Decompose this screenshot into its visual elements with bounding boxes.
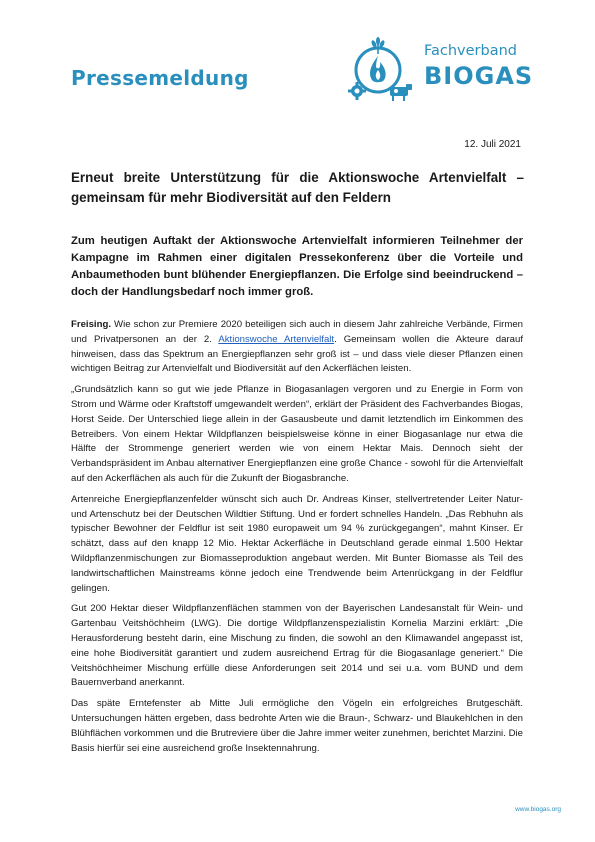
aktionswoche-link[interactable]: Aktionswoche Artenvielfalt [218, 333, 335, 345]
fachverband-biogas-logo [340, 34, 534, 110]
article-body [71, 318, 523, 762]
dateline-place: Freising. [71, 319, 111, 330]
footer-website-url[interactable]: www.biogas.org [515, 806, 561, 813]
body-paragraph: Artenreiche Energiepflanzenfelder wünscht sich auch Dr. Andreas Kinser, stellvertretender Leiter Natur- und Artenschutz bei der Deutschen Wildtier Stiftung. Und er fordert schnelles Handeln. „Das Rebhuhn als typischer Bewohner der Feldflur ist seit 1980 europaweit um 94 % zurückgegangen“, mahnt Kinser. Er schätzt, dass auf den knapp 12 Mio. Hektar Ackerfläche in Deutschland gerade einmal 1.500 Hektar Wildpflanzenmischungen zur Biomasseproduktion angebaut werden. Mit Bunter Biomasse als Teil des landwirtschaftlichen Mainstreams könne jedoch eine Trendwende beim Artenrückgang in der Feldflur gelingen. [71, 493, 523, 594]
release-date: 12. Juli 2021 [464, 139, 521, 150]
logo-text-biogas: BIOGAS [424, 62, 534, 90]
body-paragraph [71, 318, 523, 377]
lead-paragraph: Zum heutigen Auftakt der Aktionswoche Artenvielfalt informieren Teilnehmer der Kampagne im Rahmen einer digitalen Pressekonferenz über die Vorteile und Anbaumethoden bunt blühender Energiepflanzen. Die Erfolge sind beeindruckend – doch der Handlungsbedarf noch immer groß. [71, 235, 523, 298]
logo-text-fachverband: Fachverband [424, 43, 518, 59]
paragraph-text: . Gemeinsam wollen die Akteure darauf hinweisen, dass das Spektrum an Energiepflanzen sehr groß ist – und dass viele dieser Pflanzen einen wichtigen Beitrag zur Artenvielfalt und Biodiversität auf den Ackerflächen leisten. [71, 333, 524, 375]
press-release-title: Erneut breite Unterstützung für die Aktionswoche Artenvielfalt – gemeinsam für mehr Biodiversität auf den Feldern [71, 170, 524, 205]
body-paragraph: Gut 200 Hektar dieser Wildpflanzenflächen stammen von der Bayerischen Landesanstalt für Wein- und Gartenbau Veitshöchheim (LWG). Die dortige Wildpflanzenspezialistin Kornelia Marzini erklärt: „Die Herausforderung besteht darin, eine Mischung zu finden, die sowohl an den Klimawandel angepasst ist, eine hohe Biodiversität garantiert und zudem ausreichend Ertrag für die Biogasanlage generiert.“ Die Veitshöchheimer Mischung erfülle diese Anforderungen seit 2014 und sei u.a. vom BUND und dem Bauernverband anerkannt. [71, 603, 523, 689]
body-paragraph: Das späte Erntefenster ab Mitte Juli ermögliche den Vögeln ein erfolgreiches Brutgeschäft. Untersuchungen hätten ergeben, dass bedrohte Arten wie die Braun-, Schwarz- und Blaukehlchen in den Blühflächen vorkommen und die Brutreviere über die Jahre immer weiter zunehmen, berichtet Marzini. Die Basis hierfür sei eine ausreichend große Insektennahrung. [71, 698, 523, 754]
press-release-heading: Pressemeldung [71, 66, 249, 90]
biogas-emblem-icon [340, 34, 420, 110]
paragraph-text: Wie schon zur Premiere 2020 beteiligen sich auch in diesem Jahr zahlreiche Verbände, Firmen und Privatpersonen an der 2. [71, 319, 523, 345]
body-paragraph: „Grundsätzlich kann so gut wie jede Pflanze in Biogasanlagen vergoren und zu Energie in Form von Strom und Wärme oder Kraftstoff umgewandelt werden“, erklärt der Präsident des Fachverbandes Biogas, Horst Seide. Der Unterschied liege allein in der Gasausbeute und damit letztendlich im Einkommen des Betreibers. Von einem Hektar Wildpflanzen beispielsweise könne in einer Biogasanlage nur etwa die Hälfte der Strommenge generiert werden wie von einem Hektar Mais. Dennoch sieht der Verbandspräsident im Anbau alternativer Energiepflanzen eine große Chance - sowohl für die Artenvielfalt auf den Ackerflächen als auch für die Zukunft der Biogasbranche. [71, 384, 523, 484]
